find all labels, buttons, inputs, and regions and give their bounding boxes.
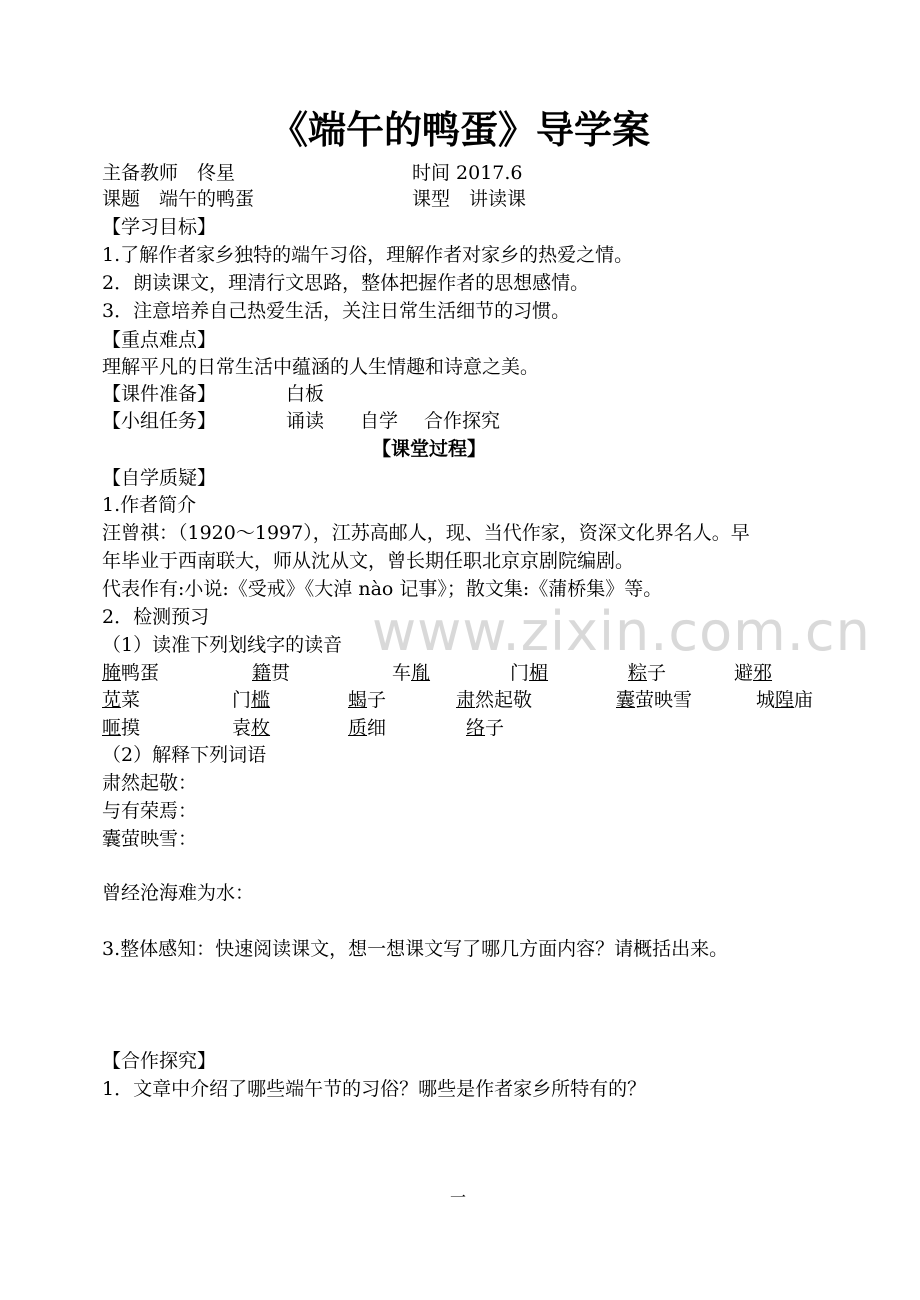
- author-works: 代表作有:小说:《受戒》《大淖 nào 记事》；散文集:《蒲桥集》等。: [102, 578, 663, 600]
- document-title: 《端午的鸭蛋》导学案: [269, 107, 650, 152]
- term-item: 曾经沧海难为水：: [102, 882, 255, 904]
- underlined-char: 邪: [753, 662, 773, 684]
- word-item: 门槛: [232, 689, 271, 711]
- underlined-char: 枚: [251, 717, 271, 739]
- coop-heading: 【合作探究】: [102, 1050, 217, 1072]
- goal-item-3: 3．注意培养自己热爱生活，关注日常生活细节的习惯。: [102, 300, 571, 322]
- term-item: 囊萤映雪：: [102, 828, 198, 850]
- underlined-char: 胤: [411, 662, 431, 684]
- goals-heading: 【学习目标】: [102, 216, 217, 238]
- pronunciation-question: （1）读准下列划线字的读音: [102, 634, 343, 656]
- topic-info: 课题 端午的鸭蛋: [102, 188, 255, 210]
- coop-question-1: 1．文章中介绍了哪些端午节的习俗？哪些是作者家乡所特有的？: [102, 1078, 647, 1100]
- underlined-char: 隍: [775, 689, 795, 711]
- term-item: 肃然起敬：: [102, 772, 198, 794]
- task-selfstudy: 自学: [360, 410, 399, 432]
- underlined-char: 络: [466, 717, 486, 739]
- author-bio-line-1: 汪曾祺：（1920～1997），江苏高邮人，现、当代作家，资深文化界名人。早: [102, 522, 750, 544]
- word-item: 袁枚: [232, 717, 271, 739]
- prep-label: 【课件准备】: [102, 383, 217, 405]
- underlined-char: 囊: [616, 689, 636, 711]
- author-bio-line-2: 年毕业于西南联大，师从沈从文，曾长期任职北京京剧院编剧。: [102, 550, 635, 572]
- underlined-char: 槛: [251, 689, 271, 711]
- time-info: 时间 2017.6: [412, 162, 523, 184]
- underlined-char: 腌: [102, 662, 122, 684]
- word-item: 门楣: [510, 662, 549, 684]
- word-item: 籍贯: [252, 662, 291, 684]
- underlined-char: 肃: [456, 689, 476, 711]
- task-coop: 合作探究: [424, 410, 501, 432]
- author-heading: 1.作者简介: [102, 494, 197, 516]
- word-item: 腌鸭蛋: [102, 662, 160, 684]
- word-item: 络子: [466, 717, 505, 739]
- goal-item-1: 1.了解作者家乡独特的端午习俗，理解作者对家乡的热爱之情。: [102, 244, 634, 266]
- goal-item-2: 2．朗读课文，理清行文思路，整体把握作者的思想感情。: [102, 272, 590, 294]
- keypoints-text: 理解平凡的日常生活中蕴涵的人生情趣和诗意之美。: [102, 356, 540, 378]
- preview-heading: 2．检测预习: [102, 606, 210, 628]
- process-heading: 【课堂过程】: [372, 438, 487, 460]
- underlined-char: 苋: [102, 689, 122, 711]
- explain-question: （2）解释下列词语: [102, 744, 267, 766]
- underlined-char: 粽: [628, 662, 648, 684]
- selfstudy-heading: 【自学质疑】: [102, 467, 217, 489]
- underlined-char: 蝎: [348, 689, 368, 711]
- word-item: 粽子: [628, 662, 667, 684]
- task-recite: 诵读: [286, 410, 325, 432]
- word-item: 车胤: [392, 662, 431, 684]
- word-item: 蝎子: [348, 689, 387, 711]
- word-item: 质细: [348, 717, 387, 739]
- word-item: 肃然起敬: [456, 689, 533, 711]
- word-item: 城隍庙: [756, 689, 814, 711]
- underlined-char: 楣: [529, 662, 549, 684]
- prep-value: 白板: [286, 383, 325, 405]
- word-item: 囊萤映雪: [616, 689, 693, 711]
- underlined-char: 质: [348, 717, 368, 739]
- teacher-info: 主备教师 佟星: [102, 162, 236, 184]
- underlined-char: 咂: [102, 717, 122, 739]
- task-label: 【小组任务】: [102, 410, 217, 432]
- watermark: www.zixin.com.cn: [372, 600, 871, 663]
- keypoints-heading: 【重点难点】: [102, 329, 217, 351]
- word-item: 避邪: [734, 662, 773, 684]
- lesson-type-info: 课型 讲读课: [412, 188, 527, 210]
- term-item: 与有荣焉：: [102, 800, 198, 822]
- page-number: 一: [450, 1188, 467, 1207]
- overview-question: 3.整体感知：快速阅读课文，想一想课文写了哪几方面内容？请概括出来。: [102, 938, 729, 960]
- word-item: 苋菜: [102, 689, 141, 711]
- underlined-char: 籍: [252, 662, 272, 684]
- word-item: 咂摸: [102, 717, 141, 739]
